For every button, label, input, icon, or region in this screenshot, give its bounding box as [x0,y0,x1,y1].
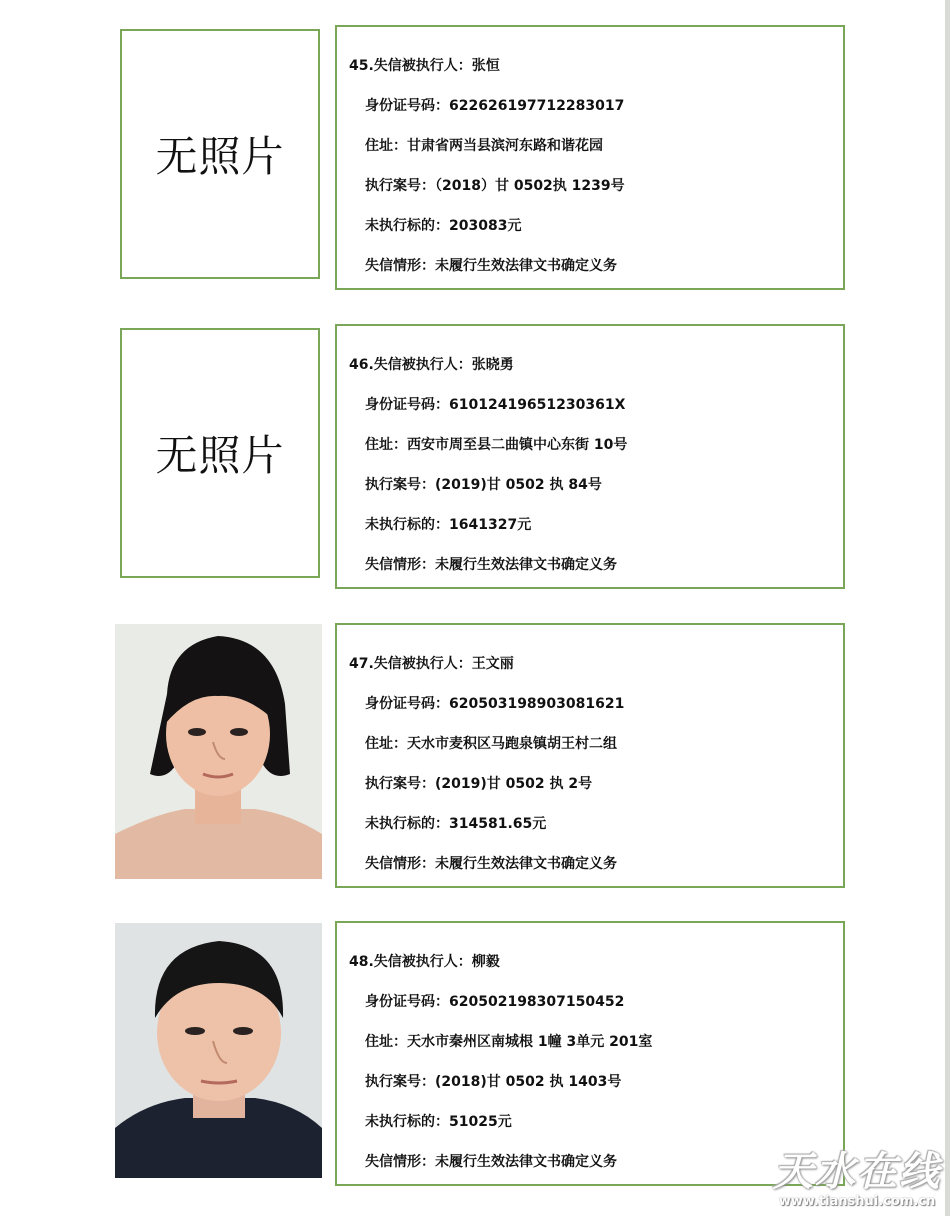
default-situation: 失信情形：未履行生效法律文书确定义务 [365,1154,617,1170]
case-number: 执行案号：(2018)甘 0502 执 1403号 [365,1074,622,1090]
case-number: 执行案号：（2018）甘 0502执 1239号 [365,178,625,194]
debtor-name: 47.失信被执行人：王文丽 [349,656,514,672]
portrait-photo-47 [115,624,322,879]
address: 住址：天水市秦州区南城根 1幢 3单元 201室 [365,1034,653,1050]
address: 住址：甘肃省两当县滨河东路和谐花园 [365,138,603,154]
no-photo-label: 无照片 [155,132,285,181]
default-situation: 失信情形：未履行生效法律文书确定义务 [365,557,617,573]
debtor-name: 46.失信被执行人：张晓勇 [349,357,514,373]
page-edge-rule [945,0,950,1216]
record-card-47 [335,623,845,888]
address: 住址：天水市麦积区马跑泉镇胡王村二组 [365,736,617,752]
photo-placeholder-45 [120,29,320,279]
id-number: 身份证号码：622626197712283017 [365,98,625,114]
id-number: 身份证号码：620503198903081621 [365,696,625,712]
unexecuted-amount: 未执行标的：203083元 [365,218,522,234]
site-watermark [768,1140,946,1214]
debtor-name: 45.失信被执行人：张恒 [349,58,500,74]
id-number: 身份证号码：61012419651230361X [365,397,626,413]
record-card-45 [335,25,845,290]
watermark-url: www.tianshui.com.cn [778,1194,936,1209]
female-portrait-image [115,624,322,879]
address: 住址：西安市周至县二曲镇中心东街 10号 [365,437,628,453]
portrait-photo-48 [115,923,322,1178]
record-card-46 [335,324,845,589]
debtor-name: 48.失信被执行人：柳毅 [349,954,500,970]
id-number: 身份证号码：620502198307150452 [365,994,625,1010]
no-photo-label: 无照片 [155,431,285,480]
case-number: 执行案号：(2019)甘 0502 执 84号 [365,477,602,493]
photo-placeholder-46 [120,328,320,578]
case-number: 执行案号：(2019)甘 0502 执 2号 [365,776,593,792]
default-situation: 失信情形：未履行生效法律文书确定义务 [365,856,617,872]
unexecuted-amount: 未执行标的：51025元 [365,1114,512,1130]
default-situation: 失信情形：未履行生效法律文书确定义务 [365,258,617,274]
male-portrait-image [115,923,322,1178]
watermark-logo-text: 天水在线 [773,1149,941,1195]
unexecuted-amount: 未执行标的：1641327元 [365,517,532,533]
unexecuted-amount: 未执行标的：314581.65元 [365,816,547,832]
